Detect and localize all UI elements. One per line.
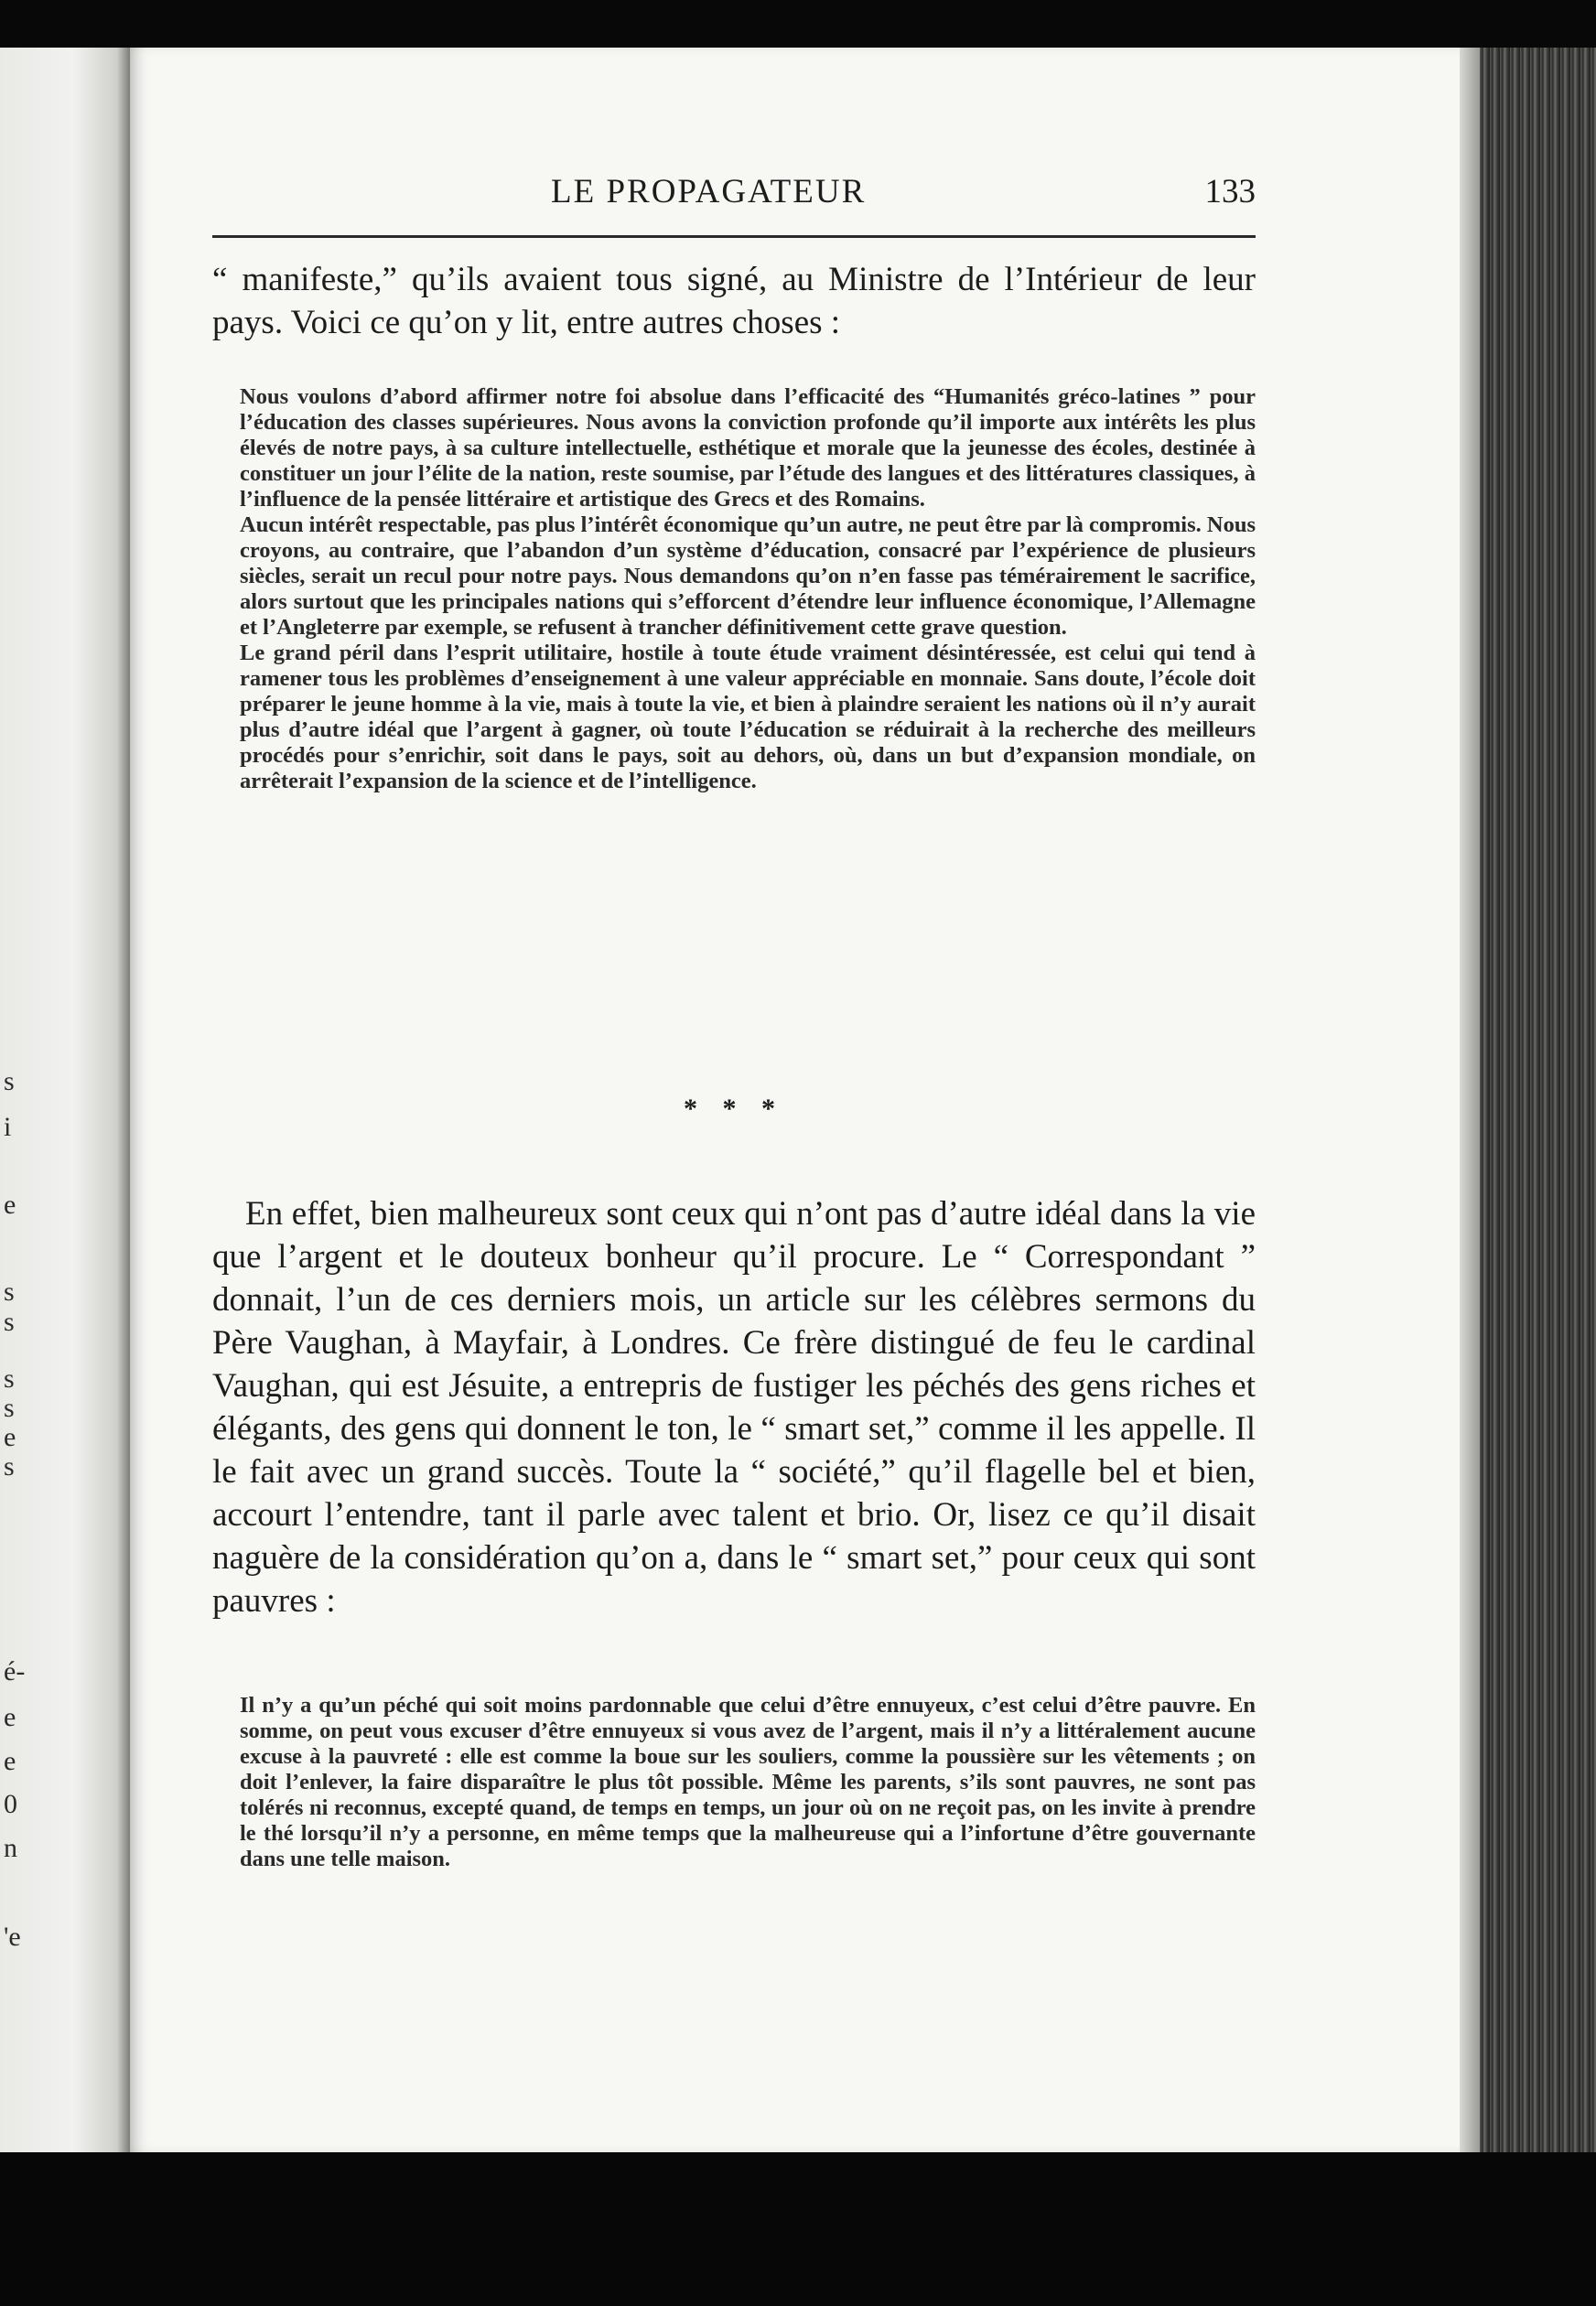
margin-letter: 0: [4, 1789, 17, 1819]
scan-border: [0, 2152, 1596, 2306]
page-header: [212, 163, 1256, 227]
margin-letter: e: [4, 1422, 16, 1452]
margin-letter: n: [4, 1833, 17, 1863]
margin-letter: e: [4, 1702, 16, 1732]
quote2-paragraph: Il n’y a qu’un péché qui soit moins pardonnable que celui d’être ennuyeux, c’est celui d’être pauvre. En somme, on peut vous excuser d’être ennuyeux si vous avez de l’argent, mais il n’y a littéralement aucune excuse à la pauvreté : elle est comme la boue sur les souliers, comme la poussière sur les vêtements ; on doit l’enlever, la faire disparaître le plus tôt possible. Même les parents, s’ils sont pauvres, ne sont pas tolérés ni reconnus, excepté quand, de temps en temps, un jour où on ne reçoit pas, on les invite à prendre le thé lorsqu’il n’y a personne, en même temps que la malheureuse qui a l’infortune d’être gouvernante dans une telle maison.: [240, 1693, 1256, 1871]
left-facing-page: [0, 48, 133, 2152]
margin-letter: 'e: [4, 1922, 21, 1952]
intro-paragraph-text: “ manifeste,” qu’ils avaient tous signé, au Ministre de l’Intérieur de leur pays. Voici ce qu’on y lit, entre autres choses :: [212, 261, 1256, 341]
quote1-paragraph-2: Aucun intérêt respectable, pas plus l’intérêt économique qu’un autre, ne peut être par là compromis. Nous croyons, au contraire, que l’abandon d’un système d’éducation, consacré par l’expérience de plusieurs siècles, serait un recul pour notre pays. Nous demandons qu’on n’en fasse pas témérairement le sacrifice, alors surtout que les principales nations qui s’efforcent d’étendre leur influence économique, l’Allemagne et l’Angleterre par exemple, se refusent à trancher définitivement cette grave question.: [240, 512, 1256, 640]
main-paragraph-text: En effet, bien malheureux sont ceux qui n’ont pas d’autre idéal dans la vie que l’argent et le douteux bonheur qu’il procure. Le “ Correspondant ” donnait, l’un de ces derniers mois, un article sur les célèbres sermons du Père Vaughan, à Mayfair, à Londres. Ce frère distingué de feu le cardinal Vaughan, qui est Jésuite, a entrepris de fustiger les péchés des gens riches et élégants, des gens qui donnent le ton, le “ smart set,” comme il les appelle. Il le fait avec un grand succès. Toute la “ société,” qu’il flagelle bel et bien, accourt l’entendre, tant il parle avec talent et brio. Or, lisez ce qu’il disait naguère de la considération qu’on a, dans le “ smart set,” pour ceux qui sont pauvres :: [212, 1195, 1256, 1620]
margin-letter: s: [4, 1451, 15, 1482]
margin-letter: é-: [4, 1656, 26, 1686]
margin-letter: s: [4, 1066, 15, 1096]
left-page-margin-text: [0, 48, 27, 2152]
page-edges: [1460, 48, 1596, 2152]
margin-letter: s: [4, 1307, 15, 1337]
quote1-paragraph-3: Le grand péril dans l’esprit utilitaire, hostile à toute étude vraiment désintéressée, est celui qui tend à ramener tous les problèmes d’enseignement à une valeur appréciable en monnaie. Sans doute, l’école doit préparer le jeune homme à la vie, mais à toute la vie, et bien à plaindre seraient les nations où il n’y aurait plus d’autre idéal que l’argent à gagner, où toute l’éducation se réduirait à la recherche des meilleurs procédés pour s’enrichir, soit dans le pays, soit au dehors, où, dans un but d’expansion mondiale, on arrêterait l’expansion de la science et de l’intelligence.: [240, 641, 1256, 793]
block-quote-1: [240, 384, 1256, 794]
intro-paragraph: [212, 258, 1256, 344]
page-number: 133: [1204, 173, 1256, 210]
margin-letter: s: [4, 1393, 15, 1423]
running-title: LE PROPAGATEUR: [551, 173, 867, 210]
margin-letter: s: [4, 1277, 15, 1307]
margin-letter: e: [4, 1746, 16, 1776]
margin-letter: s: [4, 1363, 15, 1394]
main-paragraph: [212, 1192, 1256, 1622]
section-separator: * * *: [684, 1094, 784, 1124]
block-quote-2: [240, 1693, 1256, 1872]
header-rule: [212, 235, 1256, 238]
margin-letter: i: [4, 1112, 12, 1142]
margin-letter: e: [4, 1190, 16, 1220]
quote1-paragraph-1: Nous voulons d’abord affirmer notre foi absolue dans l’efficacité des “Humanités gréco-latines ” pour l’éducation des classes supérieures. Nous avons la conviction profonde qu’il importe aux intérêts les plus élevés de notre pays, à sa culture intellectuelle, esthétique et morale que la jeunesse des écoles, destinée à constituer un jour l’élite de la nation, reste soumise, par l’étude des langues et des littératures classiques, à l’influence de la pensée littéraire et artistique des Grecs et des Romains.: [240, 384, 1256, 512]
